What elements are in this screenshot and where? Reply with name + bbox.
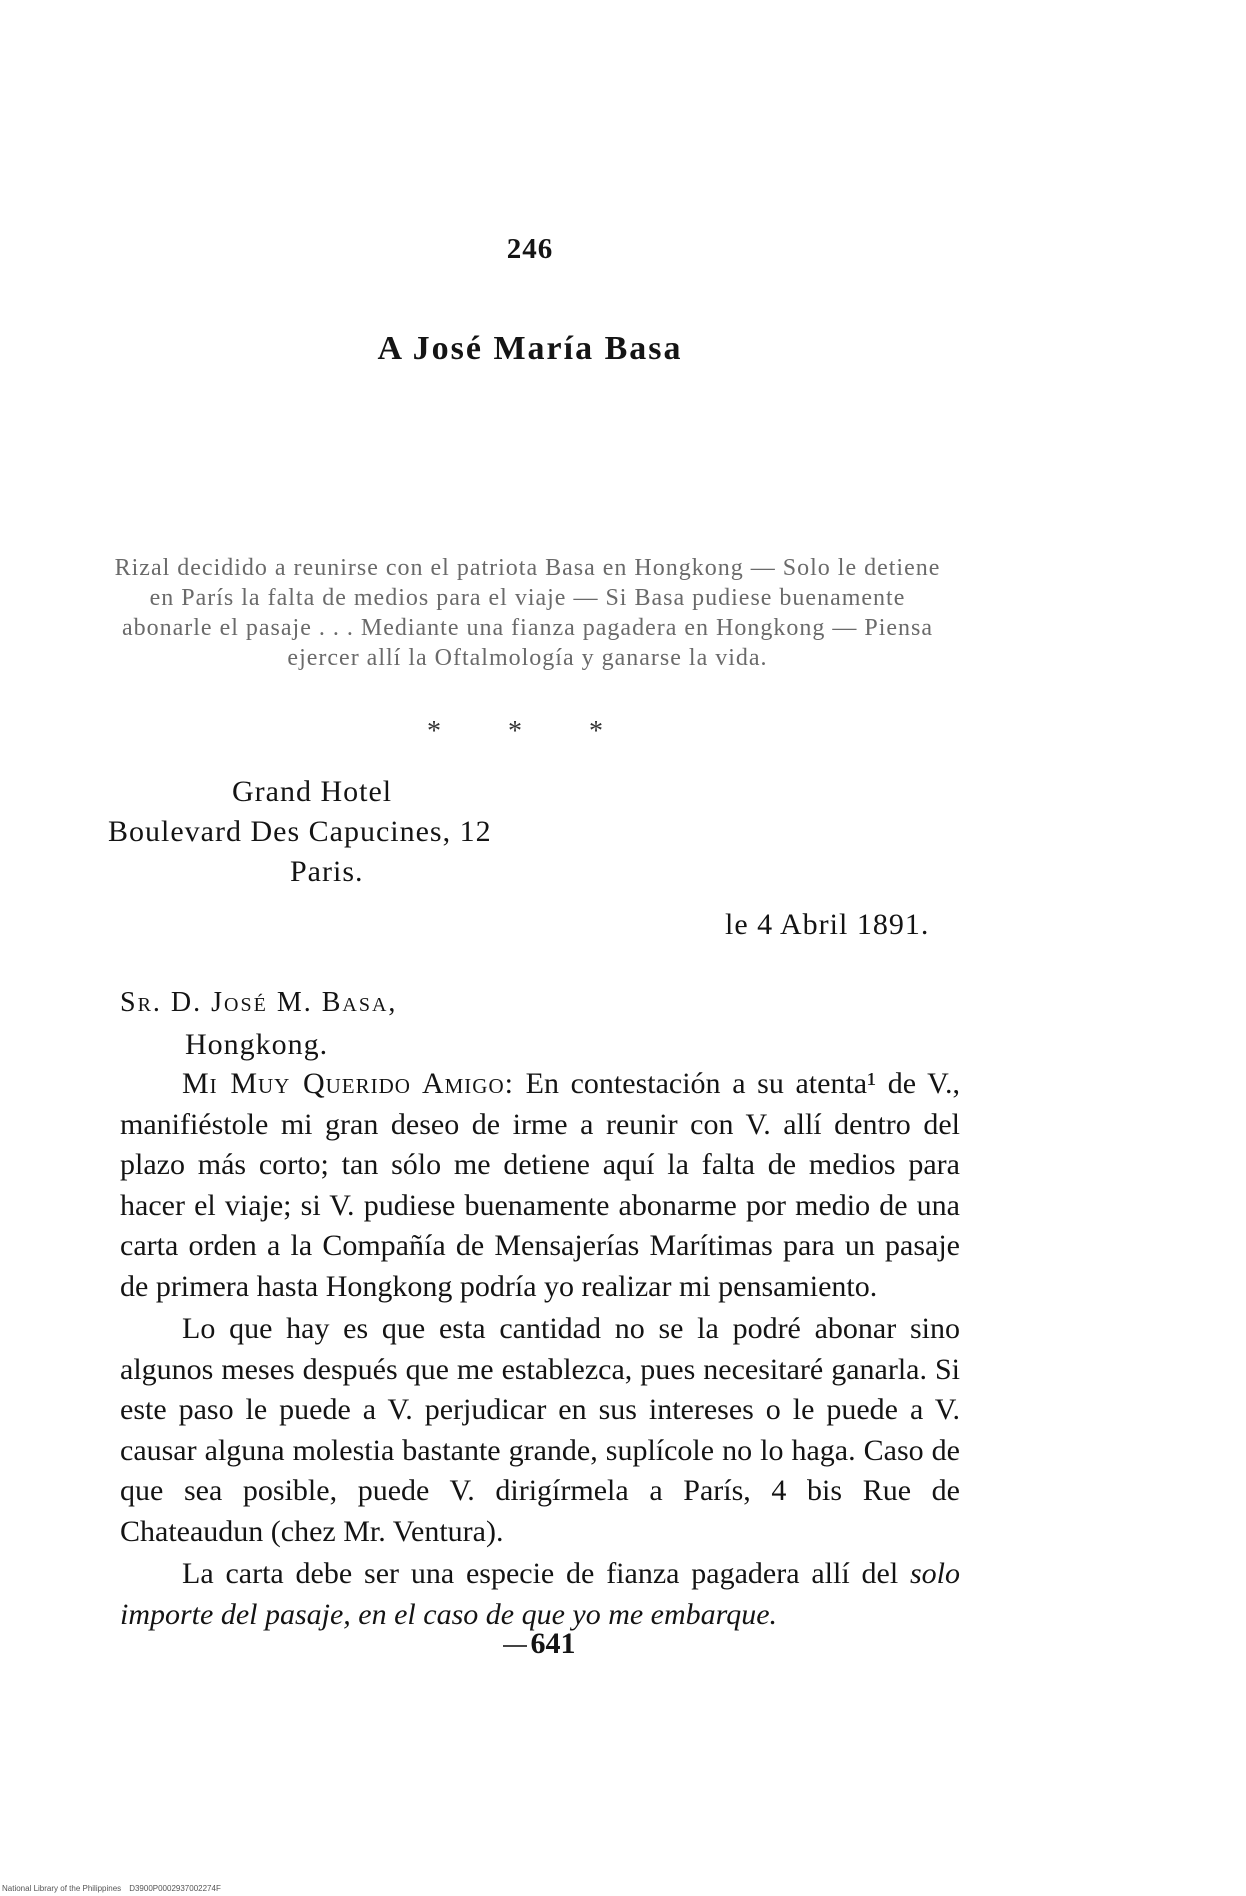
paragraph-1 xyxy=(120,1064,960,1307)
page-number xyxy=(0,1627,1078,1661)
page-number-value: 641 xyxy=(530,1627,576,1660)
paragraph-3-italic: solo importe del pasaje, en el caso de que yo me embarque. xyxy=(120,1557,960,1631)
address-line-hotel: Grand Hotel xyxy=(232,775,393,808)
footer-code: D3900P0002937002274F xyxy=(129,1884,221,1893)
letter-body xyxy=(120,1064,960,1635)
footer-institution: National Library of the Philippines xyxy=(2,1884,122,1893)
section-separator: * * * xyxy=(427,716,633,747)
address-line-city: Paris. xyxy=(290,855,364,888)
letter-summary: Rizal decidido a reunirse con el patriota Basa en Hongkong — Solo le detiene en París la falta de medios para el viaje — Si Basa pudiese buenamente abonarle el pasaje . . . Mediante una fianza pagadera en Hongkong — Piensa ejercer allí la Oftalmología y ganarse la vida. xyxy=(114,555,941,671)
paragraph-3 xyxy=(120,1554,960,1635)
letter-number: 246 xyxy=(506,233,554,265)
paragraph-1-text: En contestación a su atenta¹ de V., manifiéstole mi gran deseo de irme a reunir con V. allí dentro del plazo más corto; tan sólo me detiene aquí la falta de medios para hacer el viaje; si V. pudiese buenamente abonarme por medio de una carta orden a la Compañía de Mensajerías Marítimas para un pasaje de primera hasta Hongkong podría yo realizar mi pensamiento. xyxy=(120,1067,960,1303)
letter-date: le 4 Abril 1891. xyxy=(725,908,930,941)
letter-title: A José María Basa xyxy=(377,330,683,367)
page-number-rule xyxy=(503,1645,527,1647)
paragraph-2: Lo que hay es que esta cantidad no se la podré abonar sino algunos meses después que me establezca, pues necesitaré ganarla. Si este paso le puede a V. perjudicar en sus intereses o le puede a V. causar alguna molestia bastante grande, suplícole no lo haga. Caso de que sea posible, puede V. dirigírmela a París, 4 bis Rue de Chateaudun (chez Mr. Ventura). xyxy=(120,1312,960,1548)
recipient-name: Sr. D. José M. Basa, xyxy=(120,987,398,1018)
scan-footer xyxy=(2,1884,221,1893)
paragraph-3-text: La carta debe ser una especie de fianza pagadera allí del xyxy=(182,1557,910,1590)
address-line-street: Boulevard Des Capucines, 12 xyxy=(108,815,492,848)
greeting: Mi Muy Querido Amigo: xyxy=(182,1067,514,1100)
recipient-city: Hongkong. xyxy=(185,1028,329,1061)
